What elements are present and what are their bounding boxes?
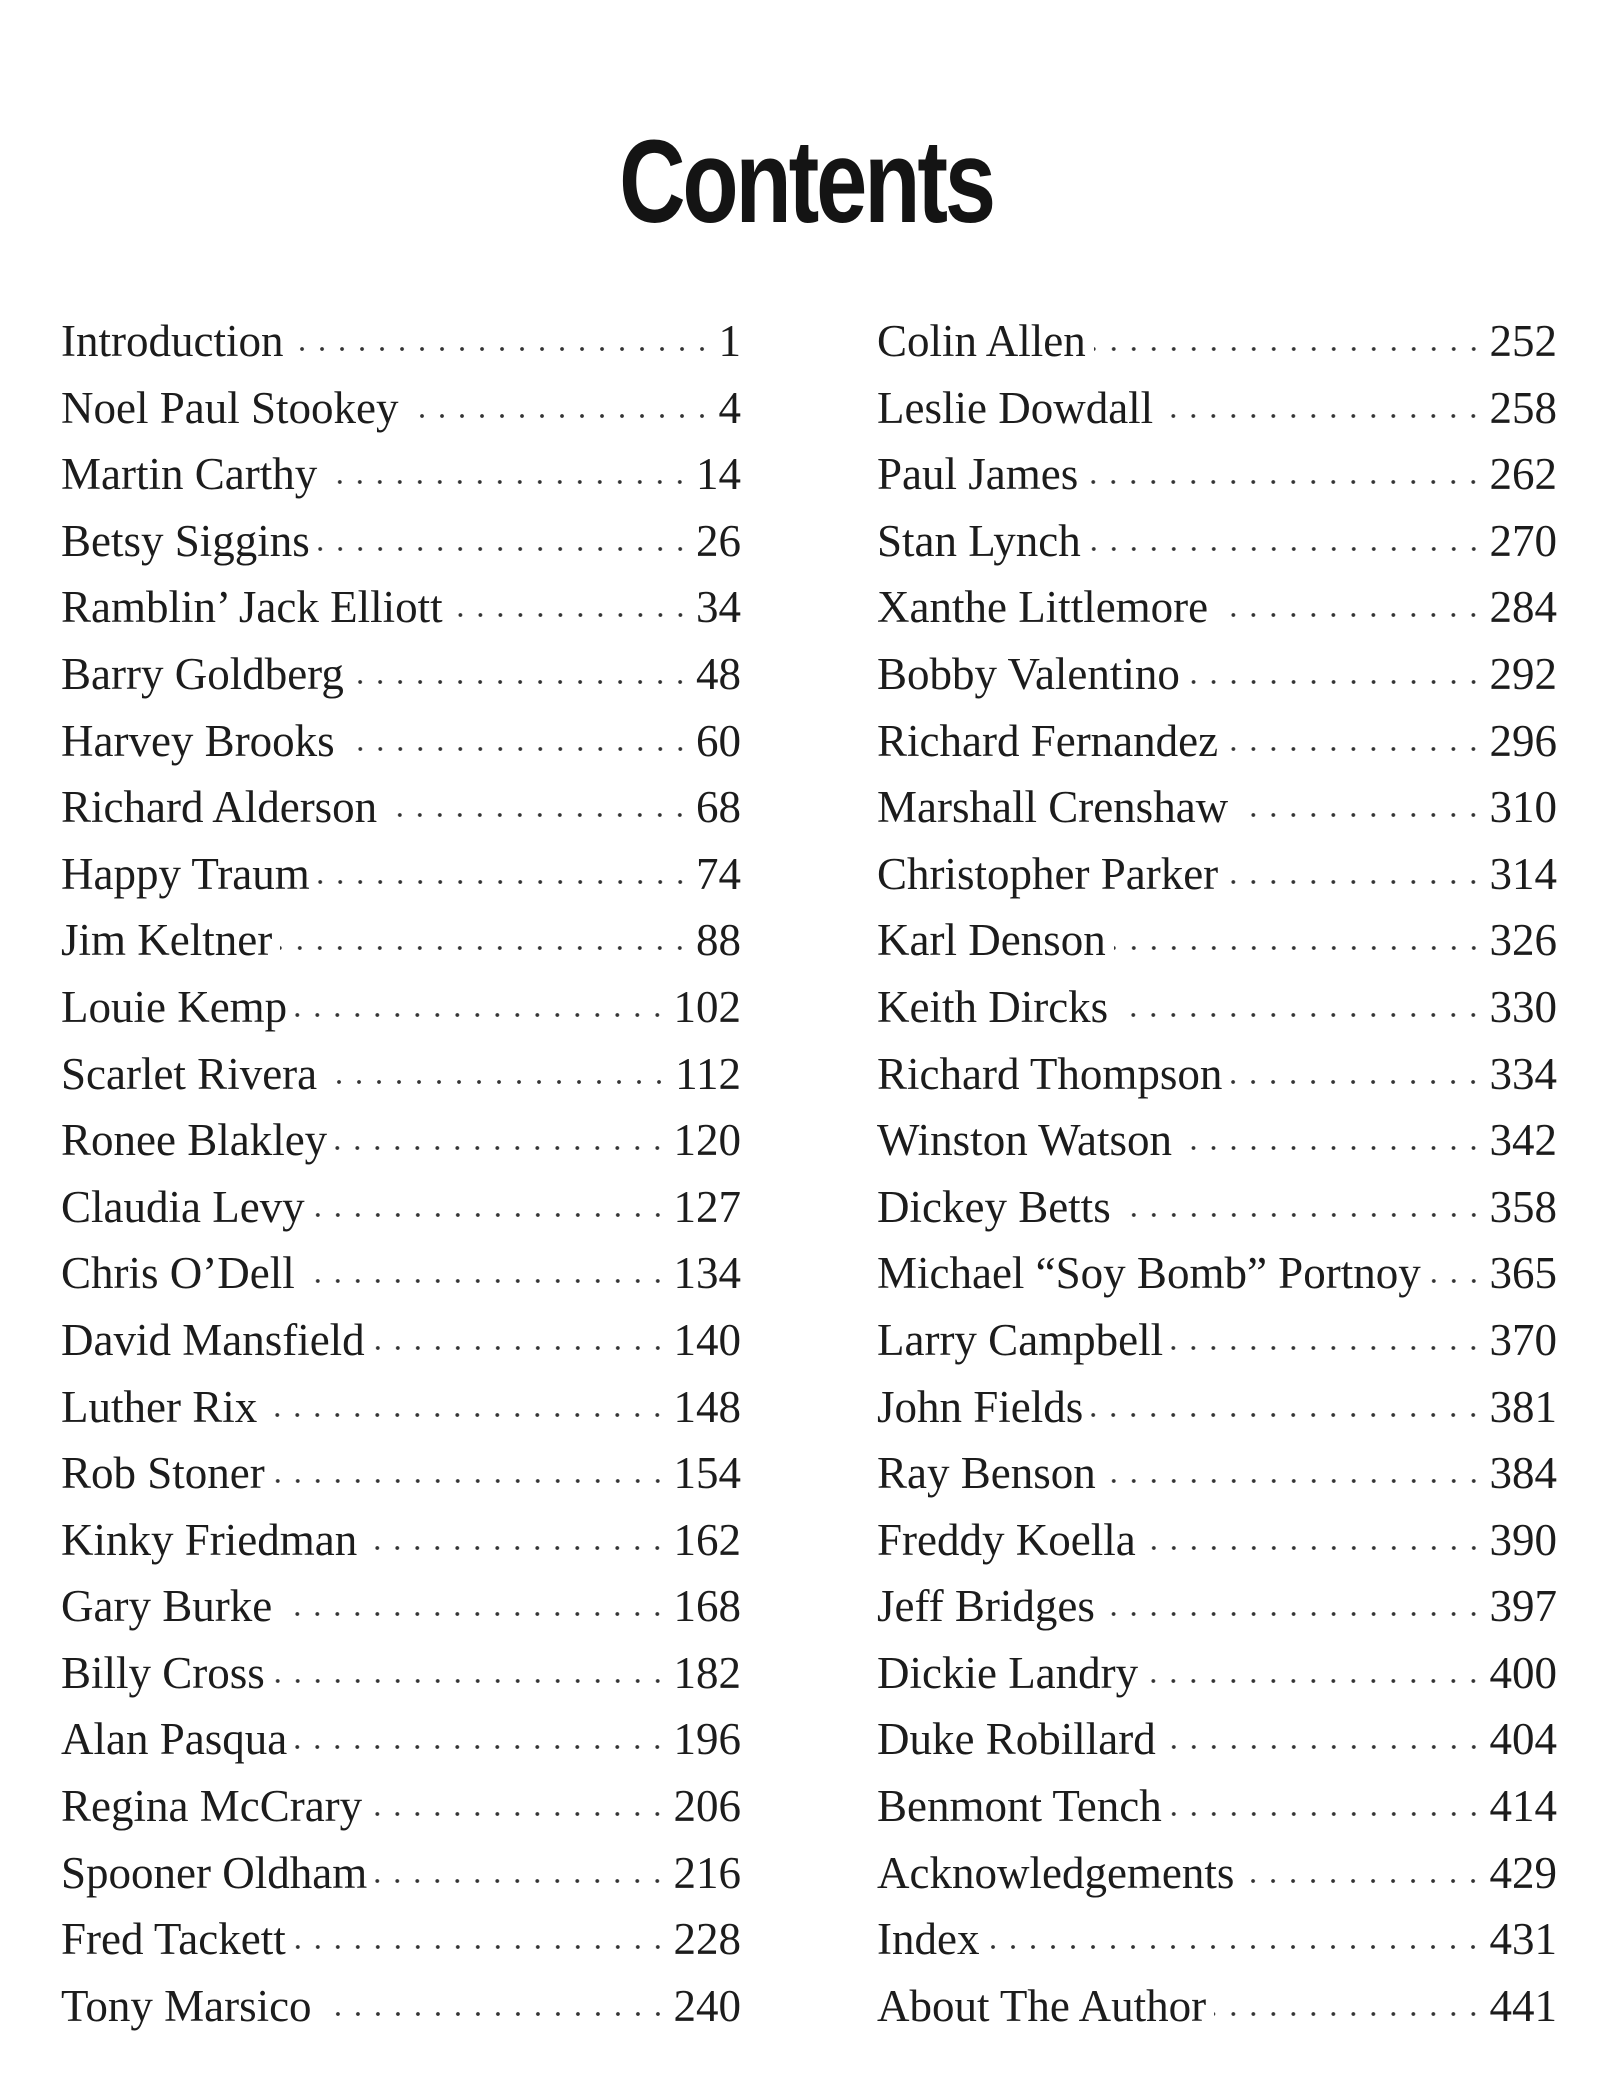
toc-entry-page: 102 (673, 981, 741, 1032)
dot-leader (1146, 1676, 1483, 1686)
toc-entry-name: Chris O’Dell (61, 1248, 295, 1299)
toc-entry-name: Gary Burke (61, 1581, 273, 1632)
toc-entry (61, 774, 741, 841)
toc-entry (877, 1640, 1557, 1707)
toc-entry (61, 1706, 741, 1773)
dot-leader (343, 744, 690, 754)
toc-entry (61, 1041, 741, 1108)
toc-entry (877, 1374, 1557, 1441)
dot-leader (1116, 1010, 1483, 1020)
toc-entry-page: 342 (1489, 1115, 1557, 1166)
dot-leader (1188, 677, 1484, 687)
toc-entry (61, 1240, 741, 1307)
toc-entry-name: Duke Robillard (877, 1714, 1156, 1765)
toc-entry-name: Index (877, 1914, 980, 1965)
toc-entry-page: 120 (673, 1115, 741, 1166)
toc-entry-page: 330 (1489, 981, 1557, 1032)
toc-entry-page: 397 (1489, 1581, 1557, 1632)
toc-entry-name: Keith Dircks (877, 981, 1109, 1032)
toc-entry (61, 1107, 741, 1174)
toc-entry-page: 168 (673, 1581, 741, 1632)
toc-entry-name: Leslie Dowdall (877, 382, 1154, 433)
toc-entry-name: David Mansfield (61, 1314, 365, 1365)
toc-entry-page: 216 (673, 1847, 741, 1898)
dot-leader (1103, 1609, 1484, 1619)
toc-entry-name: Alan Pasqua (61, 1714, 288, 1765)
dot-leader (385, 810, 690, 820)
toc-entry-page: 284 (1489, 582, 1557, 633)
dot-leader (987, 1942, 1483, 1952)
toc-entry (61, 308, 741, 375)
toc-entry-page: 441 (1489, 1980, 1557, 2031)
toc-entry-page: 414 (1489, 1781, 1557, 1832)
toc-entry-page: 26 (696, 515, 741, 566)
toc-entry-page: 34 (696, 582, 741, 633)
toc-entry-name: Happy Traum (61, 848, 310, 899)
toc-entry-page: 252 (1489, 316, 1557, 366)
toc-entry-name: Spooner Oldham (61, 1847, 368, 1898)
toc-entry-name: Introduction (61, 316, 284, 366)
toc-entry-page: 431 (1489, 1914, 1557, 1965)
toc-entry-name: Acknowledgements (877, 1847, 1235, 1898)
dot-leader (1119, 1210, 1484, 1220)
toc-entry-name: About The Author (877, 1980, 1207, 2031)
toc-entry (877, 1906, 1557, 1973)
toc-entry-page: 292 (1489, 648, 1557, 699)
toc-entry-name: Karl Denson (877, 915, 1106, 966)
dot-leader (1091, 1410, 1483, 1420)
dot-leader (1164, 1742, 1484, 1752)
toc-entry (61, 1773, 741, 1840)
dot-leader (273, 1476, 668, 1486)
toc-entry (877, 1107, 1557, 1174)
toc-entry-page: 400 (1489, 1647, 1557, 1698)
toc-entry-page: 68 (696, 782, 741, 833)
toc-entry (877, 1307, 1557, 1374)
toc-entry (877, 841, 1557, 908)
toc-entry-name: Paul James (877, 449, 1079, 500)
toc-entry-page: 1 (718, 316, 741, 366)
toc-entry-name: Colin Allen (877, 316, 1086, 366)
dot-leader (303, 1276, 668, 1286)
toc-entry-page: 258 (1489, 382, 1557, 433)
dot-leader (1094, 344, 1484, 354)
toc-entry-name: Bobby Valentino (877, 648, 1180, 699)
toc-entry-page: 326 (1489, 915, 1557, 966)
dot-leader (406, 411, 712, 421)
toc-entry (61, 1174, 741, 1241)
toc-entry-page: 429 (1489, 1847, 1557, 1898)
dot-leader (1114, 943, 1484, 953)
toc-entry (61, 1440, 741, 1507)
toc-entry (877, 308, 1557, 375)
toc-entry (61, 441, 741, 508)
toc-entry (61, 574, 741, 641)
toc-right-column (877, 308, 1557, 2039)
dot-leader (370, 1809, 667, 1819)
dot-leader (294, 1942, 668, 1952)
toc-entry-name: Harvey Brooks (61, 715, 335, 766)
toc-entry-name: Michael “Soy Bomb” Portnoy (877, 1248, 1421, 1299)
dot-leader (1171, 1343, 1483, 1353)
toc-entry (61, 1840, 741, 1907)
toc-entry-page: 310 (1489, 782, 1557, 833)
toc-entry-name: Jim Keltner (61, 915, 273, 966)
toc-entry-page: 162 (673, 1514, 741, 1565)
toc-entry (877, 641, 1557, 708)
toc-entry (61, 1973, 741, 2040)
dot-leader (273, 1676, 668, 1686)
toc-entry (61, 1374, 741, 1441)
toc-entry (877, 1174, 1557, 1241)
toc-entry-page: 154 (673, 1448, 741, 1499)
toc-entry-name: Scarlet Rivera (61, 1048, 318, 1099)
toc-entry-page: 358 (1489, 1181, 1557, 1232)
toc-entry-name: Noel Paul Stookey (61, 382, 399, 433)
toc-entry (61, 1307, 741, 1374)
toc-entry-name: Rob Stoner (61, 1448, 265, 1499)
toc-entry (877, 1041, 1557, 1108)
toc-entry-page: 206 (673, 1781, 741, 1832)
toc-entry-name: Louie Kemp (61, 981, 288, 1032)
toc-entry-page: 384 (1489, 1448, 1557, 1499)
page-title: Contents (619, 116, 993, 249)
toc-entry-name: Billy Cross (61, 1647, 265, 1698)
dot-leader (280, 1609, 667, 1619)
toc-entry-name: Martin Carthy (61, 449, 318, 500)
toc-entry-page: 334 (1489, 1048, 1557, 1099)
toc-entry-name: Ray Benson (877, 1448, 1096, 1499)
toc-entry (877, 1840, 1557, 1907)
dot-leader (1170, 1809, 1484, 1819)
dot-leader (1226, 744, 1483, 754)
dot-leader (313, 1210, 668, 1220)
toc-entry-name: Jeff Bridges (877, 1581, 1095, 1632)
toc-entry (877, 574, 1557, 641)
dot-leader (1180, 1143, 1484, 1153)
dot-leader (1104, 1476, 1484, 1486)
toc-entry (61, 641, 741, 708)
toc-entry-name: Xanthe Littlemore (877, 582, 1209, 633)
toc-entry-page: 240 (673, 1980, 741, 2031)
toc-entry-name: Luther Rix (61, 1381, 258, 1432)
toc-entry-page: 112 (675, 1048, 741, 1099)
toc-entry (877, 974, 1557, 1041)
toc-entry-name: Tony Marsico (61, 1980, 312, 2031)
toc-entry-page: 182 (673, 1647, 741, 1698)
toc-entry (877, 441, 1557, 508)
toc-entry-name: Barry Goldberg (61, 648, 344, 699)
toc-entry-page: 404 (1489, 1714, 1557, 1765)
dot-leader (451, 610, 690, 620)
dot-leader (1216, 610, 1483, 620)
toc-entry (61, 375, 741, 442)
toc-entry-name: Richard Fernandez (877, 715, 1219, 766)
dot-leader (295, 1742, 667, 1752)
dot-leader (1236, 810, 1483, 820)
toc-entry-page: 14 (696, 449, 741, 500)
toc-entry (877, 508, 1557, 575)
dot-leader (1086, 477, 1483, 487)
toc-entry (61, 974, 741, 1041)
toc-entry-page: 4 (718, 382, 741, 433)
toc-entry-page: 140 (673, 1314, 741, 1365)
toc-entry-name: Dickie Landry (877, 1647, 1139, 1698)
toc-entry-page: 370 (1489, 1314, 1557, 1365)
dot-leader (335, 1143, 667, 1153)
dot-leader (1161, 411, 1483, 421)
toc-entry (61, 907, 741, 974)
toc-entry-name: Dickey Betts (877, 1181, 1111, 1232)
toc-entry-name: Fred Tackett (61, 1914, 286, 1965)
dot-leader (1230, 1077, 1483, 1087)
toc-entry-name: Marshall Crenshaw (877, 782, 1229, 833)
dot-leader (1089, 544, 1484, 554)
toc-entry (877, 774, 1557, 841)
dot-leader (1226, 877, 1483, 887)
toc-entry-name: Richard Thompson (877, 1048, 1223, 1099)
toc-entry (877, 1440, 1557, 1507)
toc-entry (877, 1773, 1557, 1840)
toc-entry-name: John Fields (877, 1381, 1084, 1432)
dot-leader (265, 1410, 667, 1420)
toc-entry-page: 381 (1489, 1381, 1557, 1432)
toc-entry-name: Kinky Friedman (61, 1514, 358, 1565)
toc-entry (61, 1906, 741, 1973)
toc-entry (61, 841, 741, 908)
toc-entry (61, 1507, 741, 1574)
toc-entry-page: 60 (696, 715, 741, 766)
toc-entry (877, 1507, 1557, 1574)
dot-leader (291, 344, 712, 354)
toc-entry (877, 375, 1557, 442)
toc-entry-page: 88 (696, 915, 741, 966)
toc-entry-name: Richard Alderson (61, 782, 378, 833)
dot-leader (365, 1543, 667, 1553)
toc-entry-page: 48 (696, 648, 741, 699)
toc-entry (877, 1240, 1557, 1307)
toc-entry-page: 196 (673, 1714, 741, 1765)
toc-entry-page: 314 (1489, 848, 1557, 899)
toc-entry (877, 1973, 1557, 2040)
toc-entry (877, 1706, 1557, 1773)
toc-entry-name: Regina McCrary (61, 1781, 363, 1832)
dot-leader (325, 477, 690, 487)
toc-entry-name: Larry Campbell (877, 1314, 1164, 1365)
toc-entry-page: 148 (673, 1381, 741, 1432)
toc-entry-name: Freddy Koella (877, 1514, 1136, 1565)
toc-entry-page: 74 (696, 848, 741, 899)
toc-entry-name: Benmont Tench (877, 1781, 1162, 1832)
dot-leader (373, 1343, 668, 1353)
toc-entry-page: 296 (1489, 715, 1557, 766)
toc-entry-name: Winston Watson (877, 1115, 1172, 1166)
toc-entry (61, 1573, 741, 1640)
toc-entry-page: 228 (673, 1914, 741, 1965)
toc-entry (61, 708, 741, 775)
toc-entry-page: 390 (1489, 1514, 1557, 1565)
dot-leader (1214, 2009, 1483, 2019)
dot-leader (1144, 1543, 1484, 1553)
toc-left-column (61, 308, 741, 2039)
dot-leader (318, 877, 690, 887)
dot-leader (375, 1876, 667, 1886)
dot-leader (295, 1010, 667, 1020)
toc-entry-name: Betsy Siggins (61, 515, 310, 566)
toc-entry-page: 262 (1489, 449, 1557, 500)
toc-entry-name: Ronee Blakley (61, 1115, 328, 1166)
toc-entry-name: Claudia Levy (61, 1181, 305, 1232)
toc-entry (877, 907, 1557, 974)
toc-entry-name: Christopher Parker (877, 848, 1219, 899)
dot-leader (280, 943, 690, 953)
toc-entry-page: 270 (1489, 515, 1557, 566)
toc-entry (877, 708, 1557, 775)
dot-leader (320, 2009, 668, 2019)
toc-entry-page: 365 (1489, 1248, 1557, 1299)
toc-entry-page: 134 (673, 1248, 741, 1299)
dot-leader (318, 544, 690, 554)
toc-entry-name: Stan Lynch (877, 515, 1081, 566)
toc-entry (61, 508, 741, 575)
dot-leader (1242, 1876, 1483, 1886)
dot-leader (352, 677, 690, 687)
dot-leader (325, 1077, 669, 1087)
dot-leader (1429, 1276, 1484, 1286)
toc-entry-name: Ramblin’ Jack Elliott (61, 582, 443, 633)
toc-entry (877, 1573, 1557, 1640)
toc-entry-page: 127 (673, 1181, 741, 1232)
toc-entry (61, 1640, 741, 1707)
